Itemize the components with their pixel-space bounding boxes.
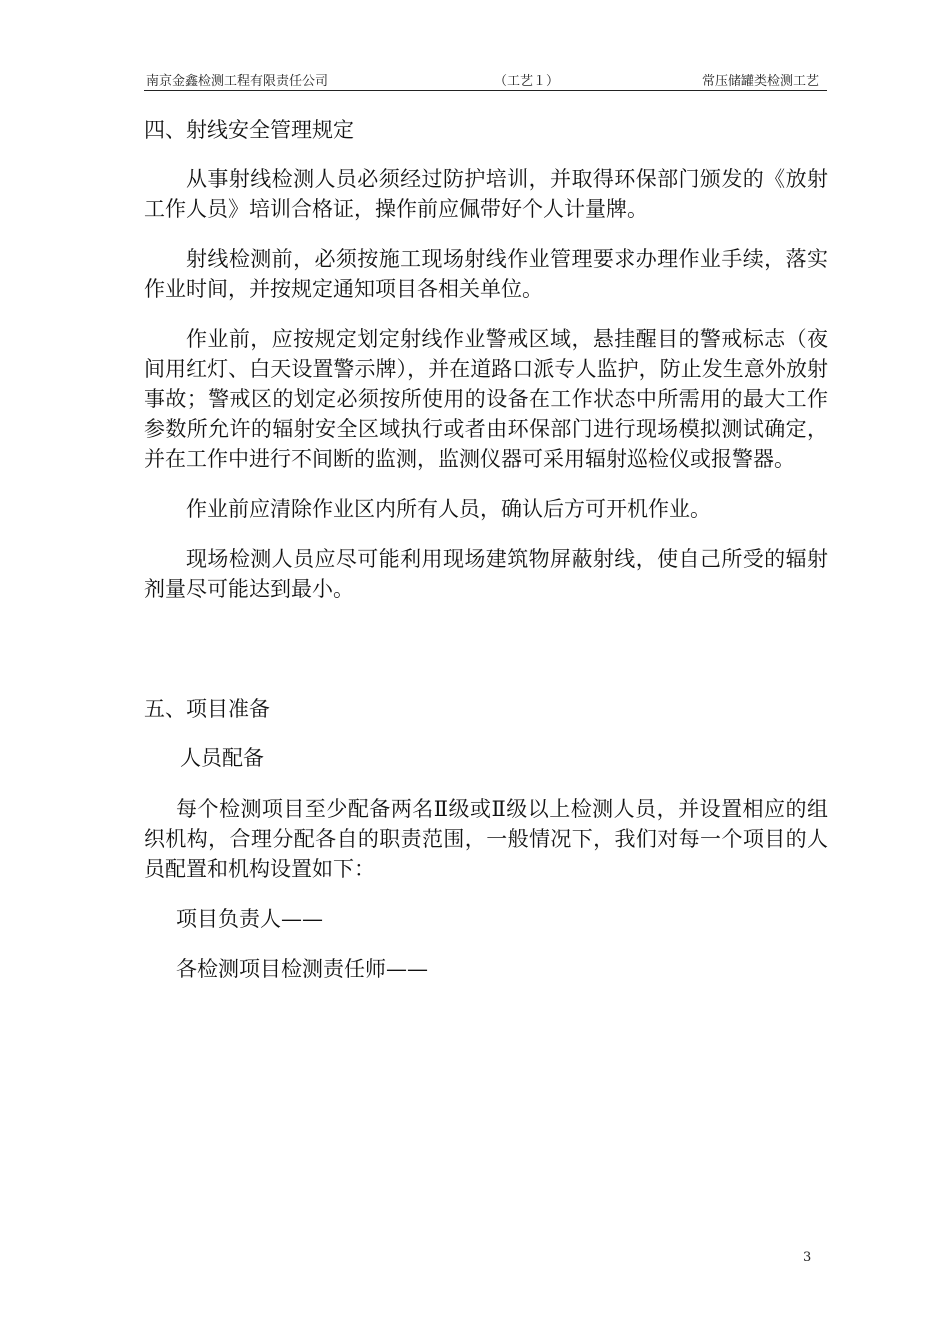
section-4-paragraph-3: 作业前，应按规定划定射线作业警戒区域，悬挂醒目的警戒标志（夜间用红灯、白天设置警示牌），并在道路口派专人监护，防止发生意外放射事故；警戒区的划定必须按所使用的设备在工作状态中所需用的最大工作参数所允许的辐射安全区域执行或者由环保部门进行现场模拟测试确定，并在工作中进行不间断的监测，监测仪器可采用辐射巡检仪或报警器。	[144, 327, 828, 471]
header-company: 南京金鑫检测工程有限责任公司	[146, 74, 329, 89]
document-body	[144, 115, 828, 1004]
header-doc-title: 常压储罐类检测工艺	[701, 74, 819, 89]
section-4-title: 四、射线安全管理规定	[144, 118, 354, 142]
section-5-paragraph: 每个检测项目至少配备两名Ⅱ级或Ⅱ级以上检测人员，并设置相应的组织机构，合理分配各自的职责范围，一般情况下，我们对每一个项目的人员配置和机构设置如下：	[144, 797, 828, 881]
section-5-subtitle: 人员配备	[180, 746, 264, 770]
section-4-paragraph-4: 作业前应清除作业区内所有人员，确认后方可开机作业。	[186, 497, 711, 521]
section-4-paragraph-2: 射线检测前，必须按施工现场射线作业管理要求办理作业手续，落实作业时间，并按规定通知项目各相关单位。	[144, 247, 828, 301]
page-header	[144, 64, 827, 91]
section-4-paragraph-5: 现场检测人员应尽可能利用现场建筑物屏蔽射线，使自己所受的辐射剂量尽可能达到最小。	[144, 547, 828, 601]
section-4-paragraph-1: 从事射线检测人员必须经过防护培训，并取得环保部门颁发的《放射工作人员》培训合格证，操作前应佩带好个人计量牌。	[144, 167, 828, 221]
role-item-inspection-lead: 各检测项目检测责任师——	[176, 957, 428, 981]
page-number: 3	[803, 1250, 812, 1265]
role-item-project-lead: 项目负责人——	[176, 907, 323, 931]
section-5-title: 五、项目准备	[144, 697, 270, 721]
header-doc-code: （工艺１）	[494, 74, 560, 89]
section-spacer	[144, 624, 828, 694]
